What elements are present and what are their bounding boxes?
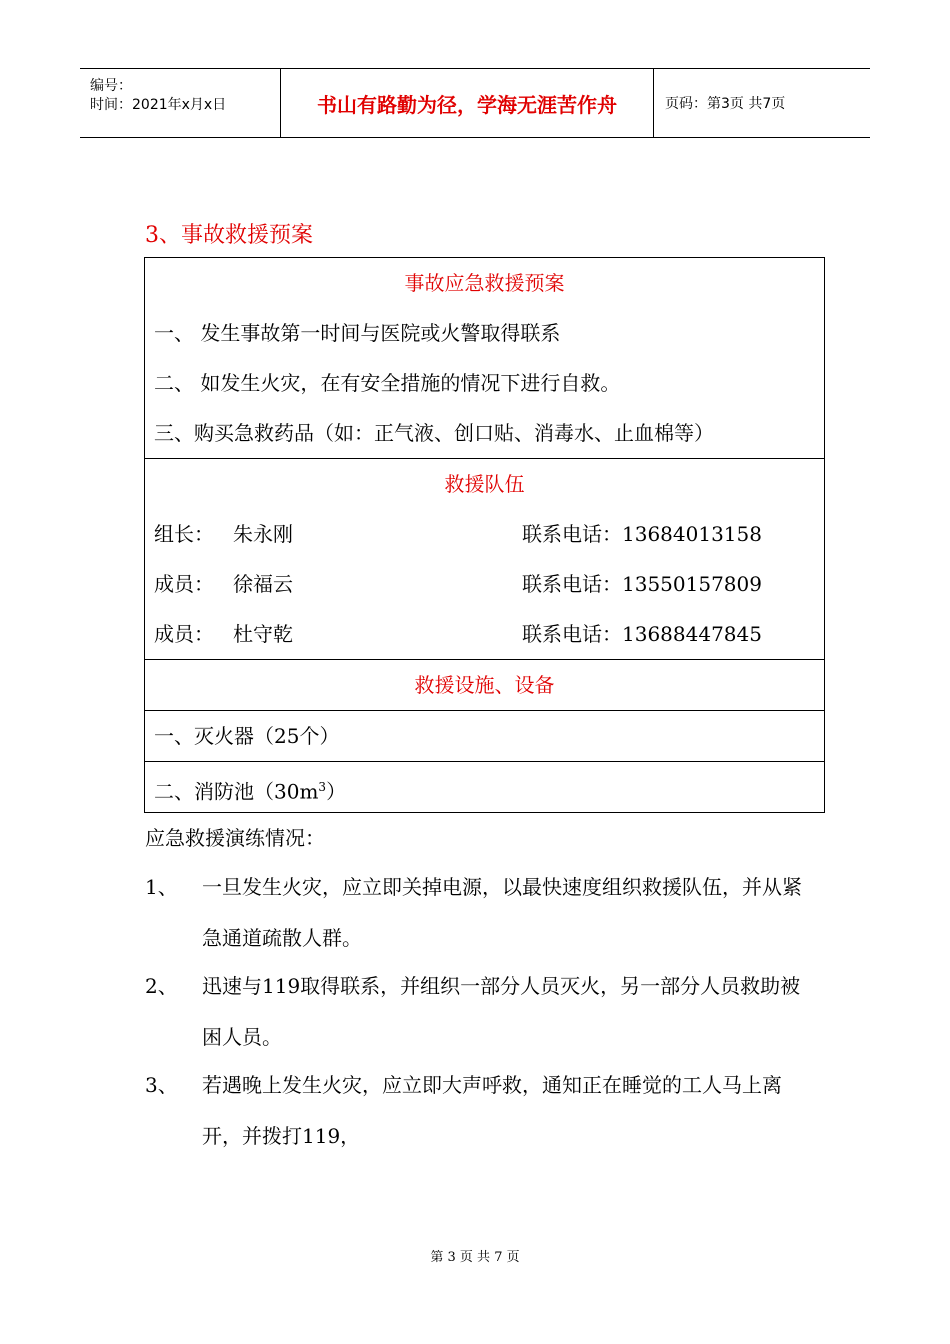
facility-item-suffix: ） — [326, 779, 347, 804]
facilities-title: 救援设施、设备 — [414, 673, 555, 697]
drill-item-number: 3、 — [145, 1073, 178, 1097]
drill-item-text: 迅速与119取得联系，并组织一部分人员灭火，另一部分人员救助被困人员。 — [202, 974, 801, 1049]
header-page-cell — [655, 69, 870, 137]
drill-item-number: 2、 — [145, 974, 178, 998]
page-label: 页码：第3页 共7页 — [665, 96, 786, 112]
team-title: 救援队伍 — [444, 472, 525, 496]
team-member — [145, 609, 824, 659]
team-member — [145, 509, 824, 559]
team-cell — [145, 459, 825, 660]
member-name: 朱永刚 — [233, 522, 293, 546]
member-role: 成员： — [154, 622, 214, 646]
member-phone: 联系电话：13684013158 — [522, 522, 762, 546]
drill-item-text: 若遇晚上发生火灾，应立即大声呼救，通知正在睡觉的工人马上离开，并拨打119， — [202, 1073, 782, 1148]
member-name: 杜守乾 — [233, 622, 293, 646]
member-phone: 联系电话：13688447845 — [522, 622, 762, 646]
plan-item: 二、 如发生火灾，在有安全措施的情况下进行自救。 — [154, 371, 621, 395]
member-phone: 联系电话：13550157809 — [522, 572, 762, 596]
facility-item: 一、灭火器（25个） — [154, 724, 340, 748]
plan-cell — [145, 258, 825, 459]
facility-item — [145, 762, 824, 812]
plan-title: 事故应急救援预案 — [404, 271, 565, 295]
team-member — [145, 559, 824, 609]
motto: 书山有路勤为径，学海无涯苦作舟 — [317, 92, 617, 117]
member-role: 组长： — [154, 522, 214, 546]
facility-item-text: 二、消防池（30m — [154, 779, 319, 804]
drill-item-number: 1、 — [145, 875, 178, 899]
header-motto-cell — [281, 69, 654, 137]
page-header — [80, 68, 870, 138]
section-title: 3、事故救援预案 — [145, 223, 313, 248]
plan-item: 一、 发生事故第一时间与医院或火警取得联系 — [154, 321, 561, 345]
drill-item-text: 一旦发生火灾，应立即关掉电源，以最快速度组织救援队伍，并从紧急通道疏散人群。 — [202, 875, 802, 950]
drill-title: 应急救援演练情况： — [145, 826, 325, 850]
member-role: 成员： — [154, 572, 214, 596]
header-meta — [80, 69, 281, 137]
superscript: 3 — [318, 780, 327, 794]
member-name: 徐福云 — [233, 572, 293, 596]
time-label: 时间：2021年x月x日 — [90, 97, 227, 113]
plan-item: 三、购买急救药品（如：正气液、创口贴、消毒水、止血棉等） — [154, 421, 714, 445]
facility-cell — [145, 711, 825, 762]
page-footer: 第 3 页 共 7 页 — [430, 1250, 520, 1265]
code-label: 编号： — [90, 78, 132, 94]
facilities-title-cell — [145, 660, 825, 711]
rescue-plan-table — [144, 257, 825, 813]
facility-cell — [145, 762, 825, 813]
